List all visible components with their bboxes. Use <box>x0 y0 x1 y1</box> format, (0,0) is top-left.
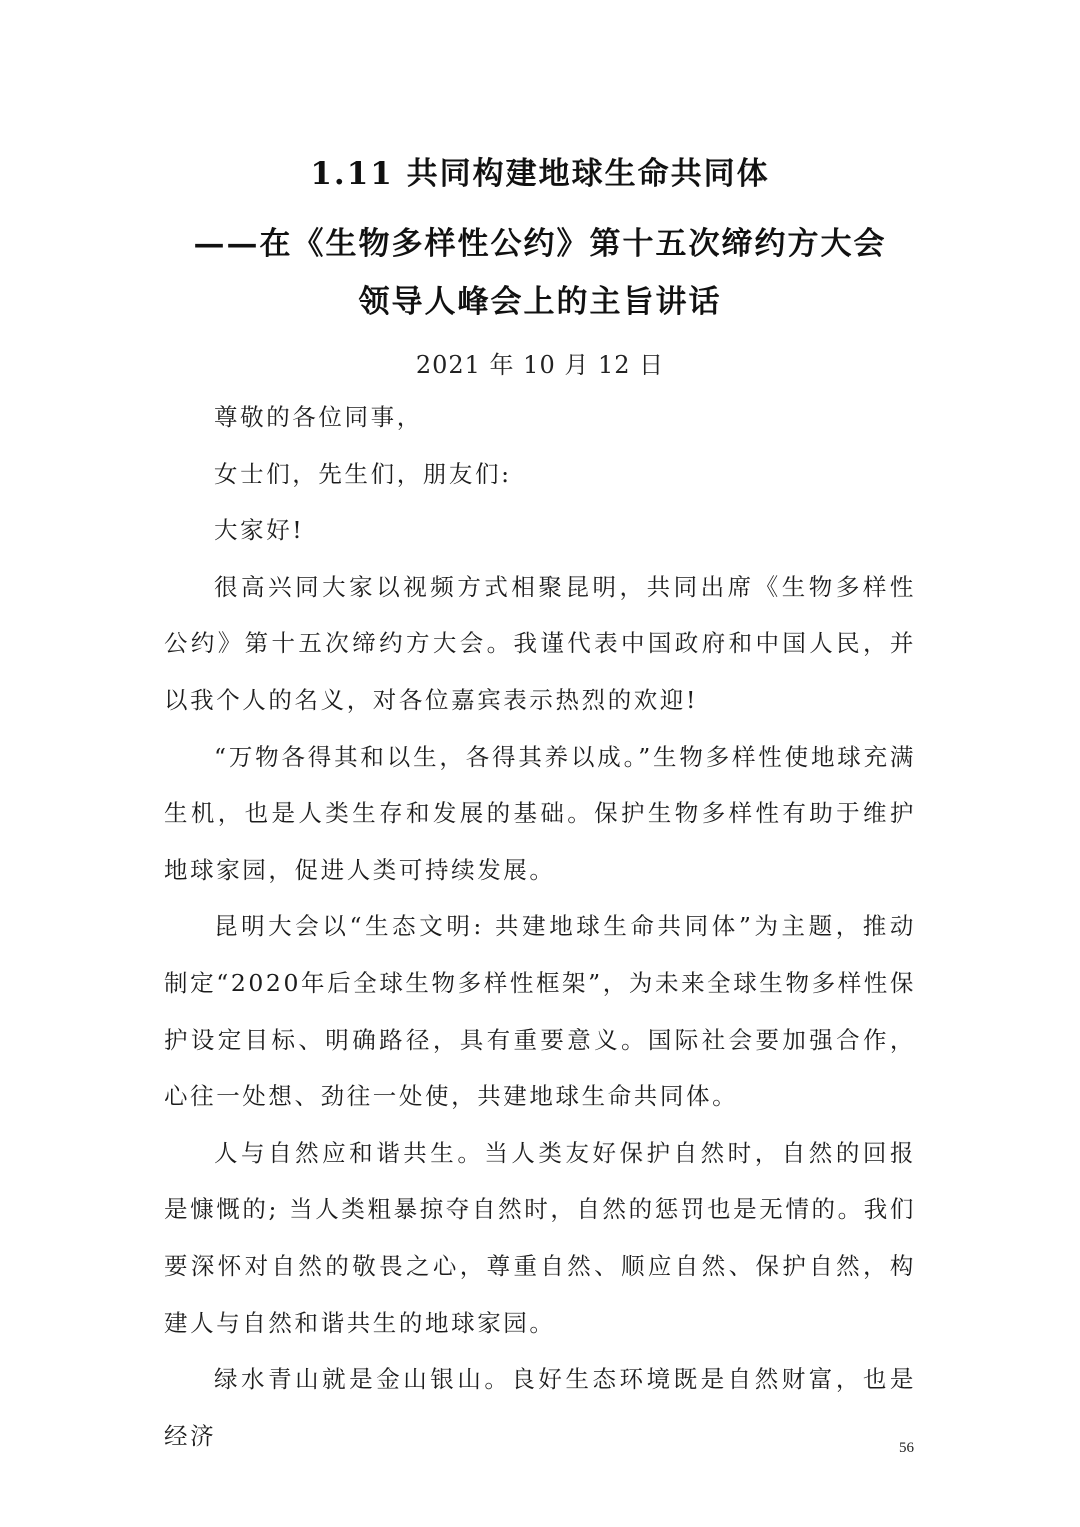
paragraph-2: “万物各得其和以生，各得其养以成。”生物多样性使地球充满生机，也是人类生存和发展的基础。保护生物多样性有助于维护地球家园，促进人类可持续发展。 <box>164 742 916 884</box>
paragraph-4: 人与自然应和谐共生。当人类友好保护自然时，自然的回报是慷慨的; 当人类粗暴掠夺自然时，自然的惩罚也是无情的。我们要深怀对自然的敬畏之心，尊重自然、顺应自然、保护自然，构建人与自然和谐共生的地球家园。 <box>164 1138 916 1337</box>
paragraph-5: 绿水青山就是金山银山。良好生态环境既是自然财富，也是经济 <box>164 1365 916 1450</box>
document-subtitle-line2: 领导人峰会上的主旨讲话 <box>358 284 722 320</box>
speech-body <box>164 389 916 1464</box>
page-number: 56 <box>899 1440 914 1456</box>
salutation-greeting: 大家好! <box>214 516 305 545</box>
paragraph-3: 昆明大会以“生态文明: 共建地球生命共同体”为主题，推动制定“2020年后全球生物多样性框架”，为未来全球生物多样性保护设定目标、明确路径，具有重要意义。国际社会要加强合作，心往一处想、劲往一处使，共建地球生命共同体。 <box>164 912 916 1111</box>
document-subtitle-line1: ——在《生物多样性公约》第十五次缔约方大会 <box>193 226 887 262</box>
salutation-audience: 女士们，先生们，朋友们: <box>214 459 512 488</box>
document-title: 1.11 共同构建地球生命共同体 <box>310 156 770 192</box>
paragraph-1: 很高兴同大家以视频方式相聚昆明，共同出席《生物多样性公约》第十五次缔约方大会。我谨代表中国政府和中国人民，并以我个人的名义，对各位嘉宾表示热烈的欢迎! <box>164 572 916 714</box>
speech-date: 2021 年 10 月 12 日 <box>415 351 665 379</box>
salutation-colleagues: 尊敬的各位同事， <box>214 403 423 431</box>
